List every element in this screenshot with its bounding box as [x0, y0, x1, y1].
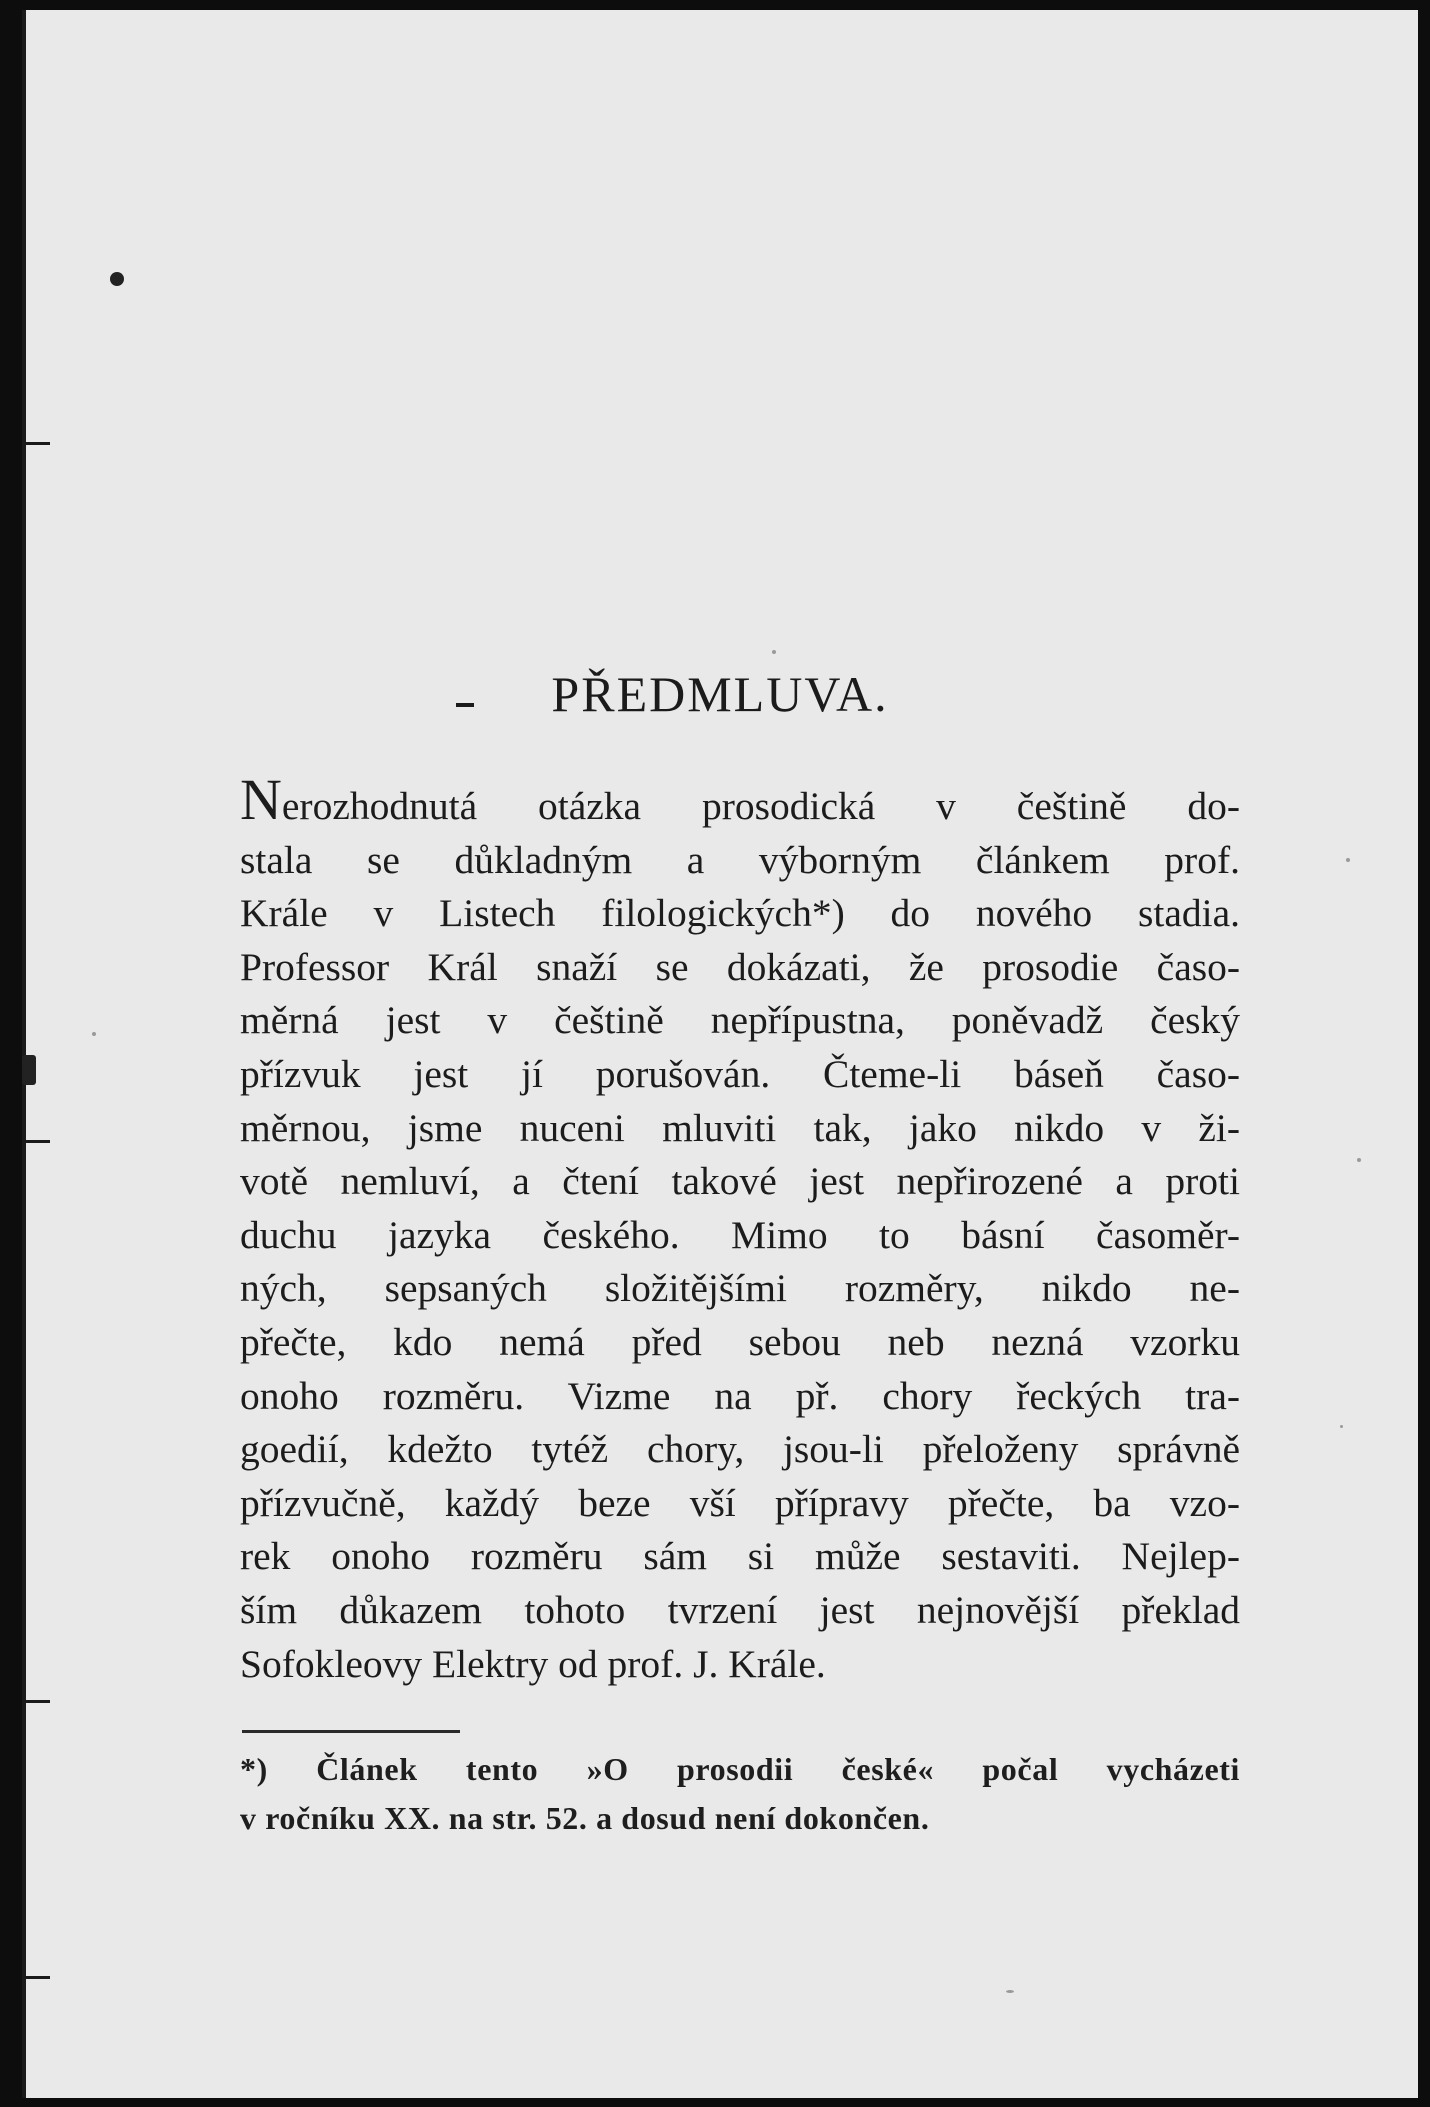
footnote-line: v ročníku XX. na str. 52. a dosud není dokončen. — [240, 1800, 930, 1836]
preface-paragraph — [240, 767, 1240, 1691]
footnote — [240, 1745, 1240, 1843]
paragraph-line: Professor Král snaží se dokázati, že prosodie časo- — [240, 944, 1240, 989]
paragraph-line: měrnou, jsme nuceni mluviti tak, jako nikdo v ži- — [240, 1105, 1240, 1150]
edge-tick — [22, 1700, 50, 1703]
paragraph-line: měrná jest v češtině nepřípustna, poněvadž český — [240, 998, 1240, 1043]
paragraph-line: Nerozhodnutá otázka prosodická v češtině do- — [240, 767, 1240, 832]
paragraph-line: stala se důkladným a výborným článkem prof. — [240, 837, 1240, 882]
paragraph-line: přízvučně, každý beze vší přípravy přečte, ba vzo- — [240, 1480, 1240, 1525]
paragraph-line: Sofokleovy Elektry od prof. J. Krále. — [240, 1641, 826, 1686]
ink-spot — [22, 1055, 36, 1085]
speck — [1006, 1990, 1014, 1993]
paragraph-line: ším důkazem tohoto tvrzení jest nejnovější překlad — [240, 1587, 1240, 1632]
scanned-page — [22, 10, 1418, 2098]
heading-dash — [456, 703, 474, 707]
paragraph-line: goedií, kdežto tytéž chory, jsou-li přeloženy správně — [240, 1427, 1240, 1472]
speck — [772, 650, 776, 654]
drop-cap: N — [240, 767, 282, 832]
paragraph-line: ných, sepsaných složitějšími rozměry, nikdo ne- — [240, 1266, 1240, 1311]
speck — [1357, 1158, 1361, 1162]
heading-text: PŘEDMLUVA. — [551, 666, 889, 722]
edge-tick — [22, 1976, 50, 1979]
speck — [1340, 1425, 1343, 1428]
speck — [1346, 858, 1350, 862]
ink-spot — [110, 272, 124, 286]
edge-tick — [22, 1140, 50, 1143]
paragraph-line: přízvuk jest jí porušován. Čteme-li báseň časo- — [240, 1051, 1240, 1096]
footnote-line: *) Článek tento »O prosodii české« počal vycházeti — [240, 1751, 1240, 1787]
binding-edge — [22, 10, 26, 2098]
paragraph-line: Krále v Listech filologických*) do nového stadia. — [240, 891, 1240, 936]
speck — [92, 1032, 96, 1036]
page-heading — [22, 665, 1418, 723]
paragraph-line: přečte, kdo nemá před sebou neb nezná vzorku — [240, 1319, 1240, 1364]
paragraph-line: votě nemluví, a čtení takové jest nepřirozené a proti — [240, 1159, 1240, 1204]
footnote-rule — [242, 1730, 460, 1733]
edge-tick — [22, 442, 50, 445]
paragraph-line: onoho rozměru. Vizme na př. chory řeckých tra- — [240, 1373, 1240, 1418]
paragraph-line: rek onoho rozměru sám si může sestaviti. Nejlep- — [240, 1534, 1240, 1579]
paragraph-line: duchu jazyka českého. Mimo to básní časoměr- — [240, 1212, 1240, 1257]
